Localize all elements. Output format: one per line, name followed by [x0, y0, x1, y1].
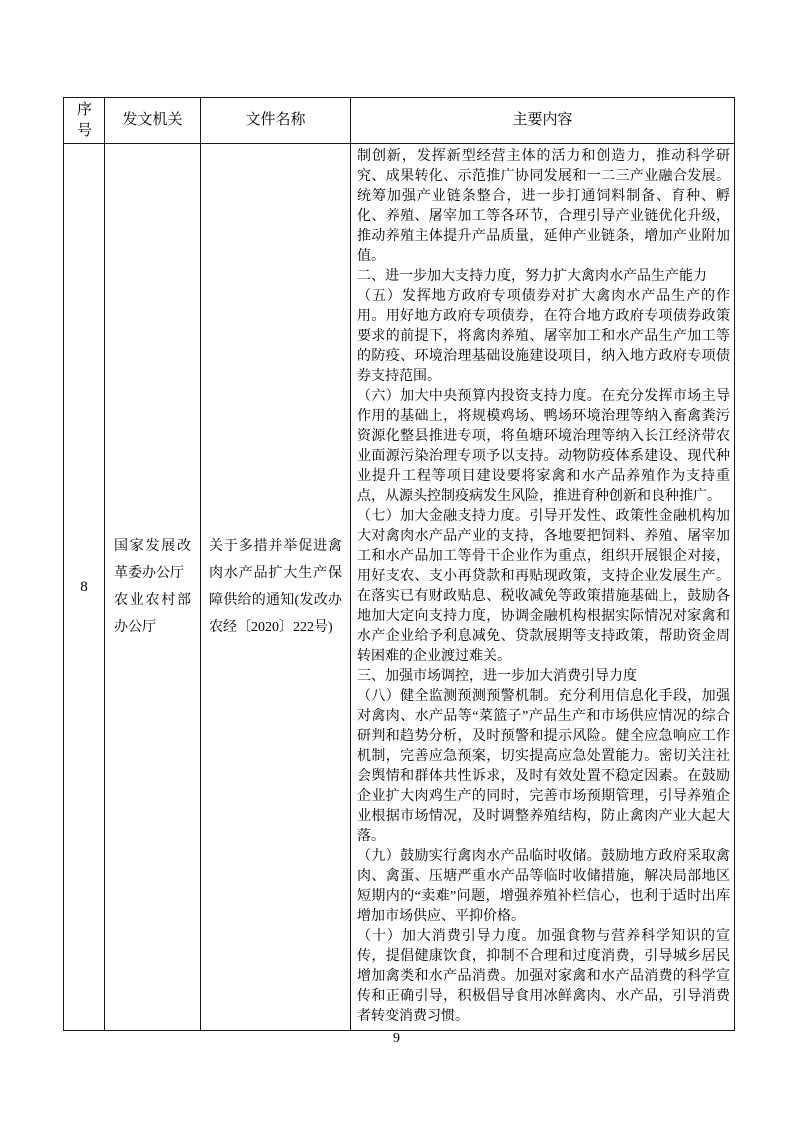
- issuing-agency-cell: [105, 144, 201, 1031]
- agency-name: 农业农村部办公厅: [114, 593, 191, 635]
- serial-number-cell: 8: [64, 144, 105, 1031]
- content-paragraph: （七）加大金融支持力度。引导开发性、政策性金融机构加大对禽肉水产品产业的支持，各地要把饲料、养殖、屠宰加工和水产品加工等骨干企业作为重点，组织开展银企对接，用好支农、支小再贷款和再贴现政策，支持企业发展生产。在落实已有财政贴息、税收减免等政策措施基础上，鼓励各地加大定向支持力度，协调金融机构根据实际情况对家禽和水产企业给予利息减免、贷款展期等支持政策，帮助资金周转困难的企业渡过难关。: [357, 509, 730, 664]
- content-paragraph: （十）加大消费引导力度。加强食物与营养科学知识的宣传，提倡健康饮食，抑制不合理和过度消费，引导城乡居民增加禽类和水产品消费。加强对家禽和水产品消费的科学宣传和正确引导，积极倡导食用冰鲜禽肉、水产品，引导消费者转变消费习惯。: [357, 929, 730, 1024]
- agency-name: 国家发展改革委办公厅: [114, 539, 191, 581]
- document-table: [63, 97, 735, 1031]
- header-main-content: 主要内容: [351, 98, 735, 144]
- header-issuing-agency: 发文机关: [105, 98, 201, 144]
- document-title: 关于多措并举促进禽肉水产品扩大生产保障供给的通知(发改办农经〔2020〕222号): [209, 539, 342, 635]
- main-content-cell: [351, 144, 735, 1031]
- header-serial-number: 序号: [64, 98, 105, 144]
- content-paragraph: 三、加强市场调控，进一步加大消费引导力度: [357, 669, 637, 684]
- content-paragraph: （九）鼓励实行禽肉水产品临时收储。鼓励地方政府采取禽肉、禽蛋、压塘严重水产品等临时收储措施，解决局部地区短期内的“卖难”问题，增强养殖补栏信心，也利于适时出库增加市场供应、平抑价格。: [357, 849, 730, 924]
- content-paragraph: 二、进一步加大支持力度，努力扩大禽肉水产品生产能力: [357, 269, 707, 284]
- table-row: [64, 144, 735, 1031]
- header-document-name: 文件名称: [201, 98, 351, 144]
- document-name-cell: [201, 144, 351, 1031]
- content-paragraph: 制创新，发挥新型经营主体的活力和创造力，推动科学研究、成果转化、示范推广协同发展和一二三产业融合发展。统筹加强产业链条整合，进一步打通饲料制备、育种、孵化、养殖、屠宰加工等各环节，合理引导产业链优化升级，推动养殖主体提升产品质量，延伸产业链条，增加产业附加值。: [357, 149, 730, 264]
- content-paragraph: （六）加大中央预算内投资支持力度。在充分发挥市场主导作用的基础上，将规模鸡场、鸭场环境治理等纳入畜禽粪污资源化整县推进专项，将鱼塘环境治理等纳入长江经济带农业面源污染治理专项予以支持。动物防疫体系建设、现代种业提升工程等项目建设要将家禽和水产品养殖作为支持重点，从源头控制疫病发生风险，推进育种创新和良种推广。: [357, 389, 730, 504]
- table-header-row: [64, 98, 735, 144]
- content-paragraph: （八）健全监测预测预警机制。充分利用信息化手段，加强对禽肉、水产品等“菜篮子”产品生产和市场供应情况的综合研判和趋势分析，及时预警和提示风险。健全应急响应工作机制，完善应急预案，切实提高应急处置能力。密切关注社会舆情和群体共性诉求，及时有效处置不稳定因素。在鼓励企业扩大肉鸡生产的同时，完善市场预期管理，引导养殖企业根据市场情况，及时调整养殖结构，防止禽肉产业大起大落。: [357, 689, 730, 844]
- page-number: 9: [393, 1031, 400, 1046]
- content-paragraph: （五）发挥地方政府专项债券对扩大禽肉水产品生产的作用。用好地方政府专项债券，在符合地方政府专项债券政策要求的前提下，将禽肉养殖、屠宰加工和水产品生产加工等的防疫、环境治理基础设施建设项目，纳入地方政府专项债券支持范围。: [357, 289, 730, 384]
